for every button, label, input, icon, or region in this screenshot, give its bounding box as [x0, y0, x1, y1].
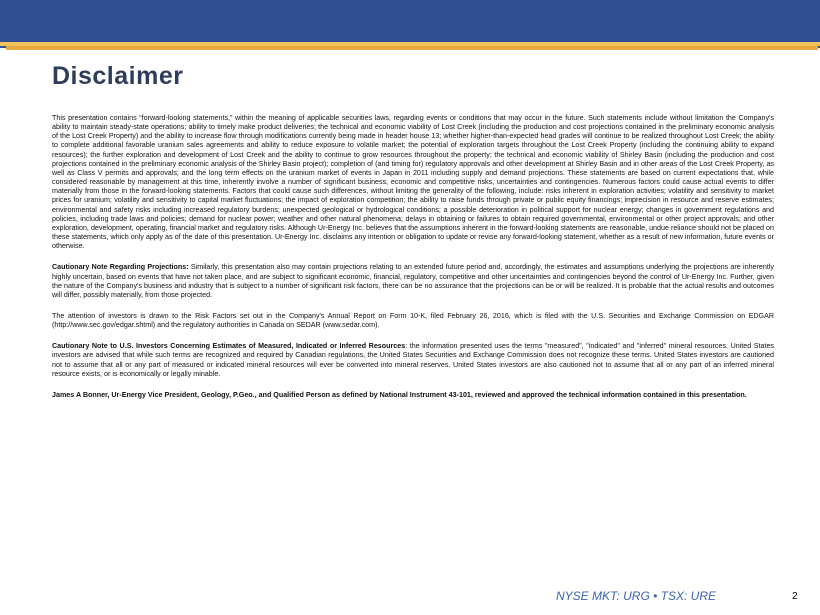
projections-lead: Cautionary Note Regarding Projections:: [52, 263, 189, 272]
projections-paragraph: [52, 263, 774, 300]
page-number: 2: [792, 591, 798, 602]
resources-body: : the information presented uses the terms "measured", "indicated" and "inferred" mineral resources. United States investors are advised that while such terms are recognized and required by Canadian regulations, the United States Securities and Exchange Commission does not recognize these terms. United States investors are cautioned not to assume that all or any part of measured or indicated mineral resources will ever be converted into mineral reserves. United States investors are also cautioned not to assume that all or any part of an inferred mineral resource exists, or is economically or legally minable.: [52, 342, 775, 378]
header-band: [0, 0, 820, 48]
slide-title: Disclaimer: [52, 62, 184, 90]
header-stripe-orange: [6, 46, 818, 50]
projections-body: Similarly, this presentation also may contain projections relating to an extended future period and, accordingly, the estimates and assumptions underlying the projections are inherently highly uncertain, based on events that have not taken place, and are subject to significant economic, financial, regulatory, competitive and other uncertainties and contingencies beyond the control of Ur-Energy Inc. Further, given the nature of the Company's business and industry that is subject to a number of significant risk factors, there can be no assurance that the projections can be or will be realized. It is probable that the actual results and outcomes will differ, possibly materially, from those projected.: [52, 263, 774, 299]
qualified-person-paragraph: James A Bonner, Ur-Energy Vice President, Geology, P.Geo., and Qualified Person as defined by National Instrument 43-101, reviewed and approved the technical information contained in this presentation.: [52, 390, 747, 399]
disclaimer-body: [52, 114, 774, 400]
forward-looking-paragraph: This presentation contains “forward-looking statements,” within the meaning of applicable securities laws, regarding events or conditions that may occur in the future. Such statements include without limitation the Company's ability to maintain steady-state operations; ability to timely make product deliveries; the technical and economic viability of Lost Creek (including the production and cost projections contained in the preliminary economic analysis of the Lost Creek Property) and the ability to increase flow through modifications currently being made in header house 13; whether higher-than-expected head grades will continue to be realized throughout Lost Creek; the ability to complete additional favorable uranium sales agreements and ability to reduce exposure to volatile market; the potential of exploration targets throughout the Lost Creek Property (including the continuing ability to expand resources); the further exploration and development of Lost Creek and the ability to continue to grow resources throughout the property; the technical and economic viability of Shirley Basin (including the production and cost projections contained in the preliminary economic analysis of the Shirley Basin project); completion of (and timing for) regulatory approvals and other development at Shirley Basin and in other areas of the Lost Creek Property, as well as Class V permits and approvals; and the long term effects on the uranium market of events in Japan in 2011 including supply and demand projections. These statements are based on current expectations that, while considered reasonable by management at this time, inherently involve a number of significant business, economic and competitive risks, uncertainties and contingencies. Numerous factors could cause actual events to differ materially from those in the forward-looking statements. Factors that could cause such differences, without limiting the generality of the following, include: risks inherent in exploration activities; volatility and sensitivity to market prices for uranium; volatility and sensitivity to capital market fluctuations; the impact of exploration competition; the ability to raise funds through private or public equity financings; imprecision in resource and reserve estimates; environmental and safety risks including increased regulatory burdens; unexpected geological or hydrological conditions; a possible deterioration in political support for nuclear energy; changes in government regulations and policies, including trade laws and policies; demand for nuclear power; weather and other natural phenomena; delays in obtaining or failures to obtain required governmental, environmental or other project approvals; and other exploration, development, operating, financial market and regulatory risks. Although Ur-Energy Inc. believes that the assumptions inherent in the forward-looking statements are reasonable, undue reliance should not be placed on these statements, which only apply as of the date of this presentation. Ur-Energy Inc. disclaims any intention or obligation to update or revise any forward-looking statement, whether as a result of new information, future events or otherwise.: [52, 114, 774, 251]
resources-lead: Cautionary Note to U.S. Investors Concerning Estimates of Measured, Indicated or Inferred Resources: [52, 342, 406, 351]
risk-factors-paragraph: The attention of investors is drawn to the Risk Factors set out in the Company's Annual Report on Form 10-K, filed February 26, 2016, which is filed with the U.S. Securities and Exchange Commission on EDGAR (http://www.sec.gov/edgar.shtml) and the regulatory authorities in Canada on SEDAR (www.sedar.com).: [52, 311, 774, 330]
exchange-ticker: NYSE MKT: URG • TSX: URE: [556, 589, 716, 603]
resources-paragraph: [52, 342, 774, 379]
